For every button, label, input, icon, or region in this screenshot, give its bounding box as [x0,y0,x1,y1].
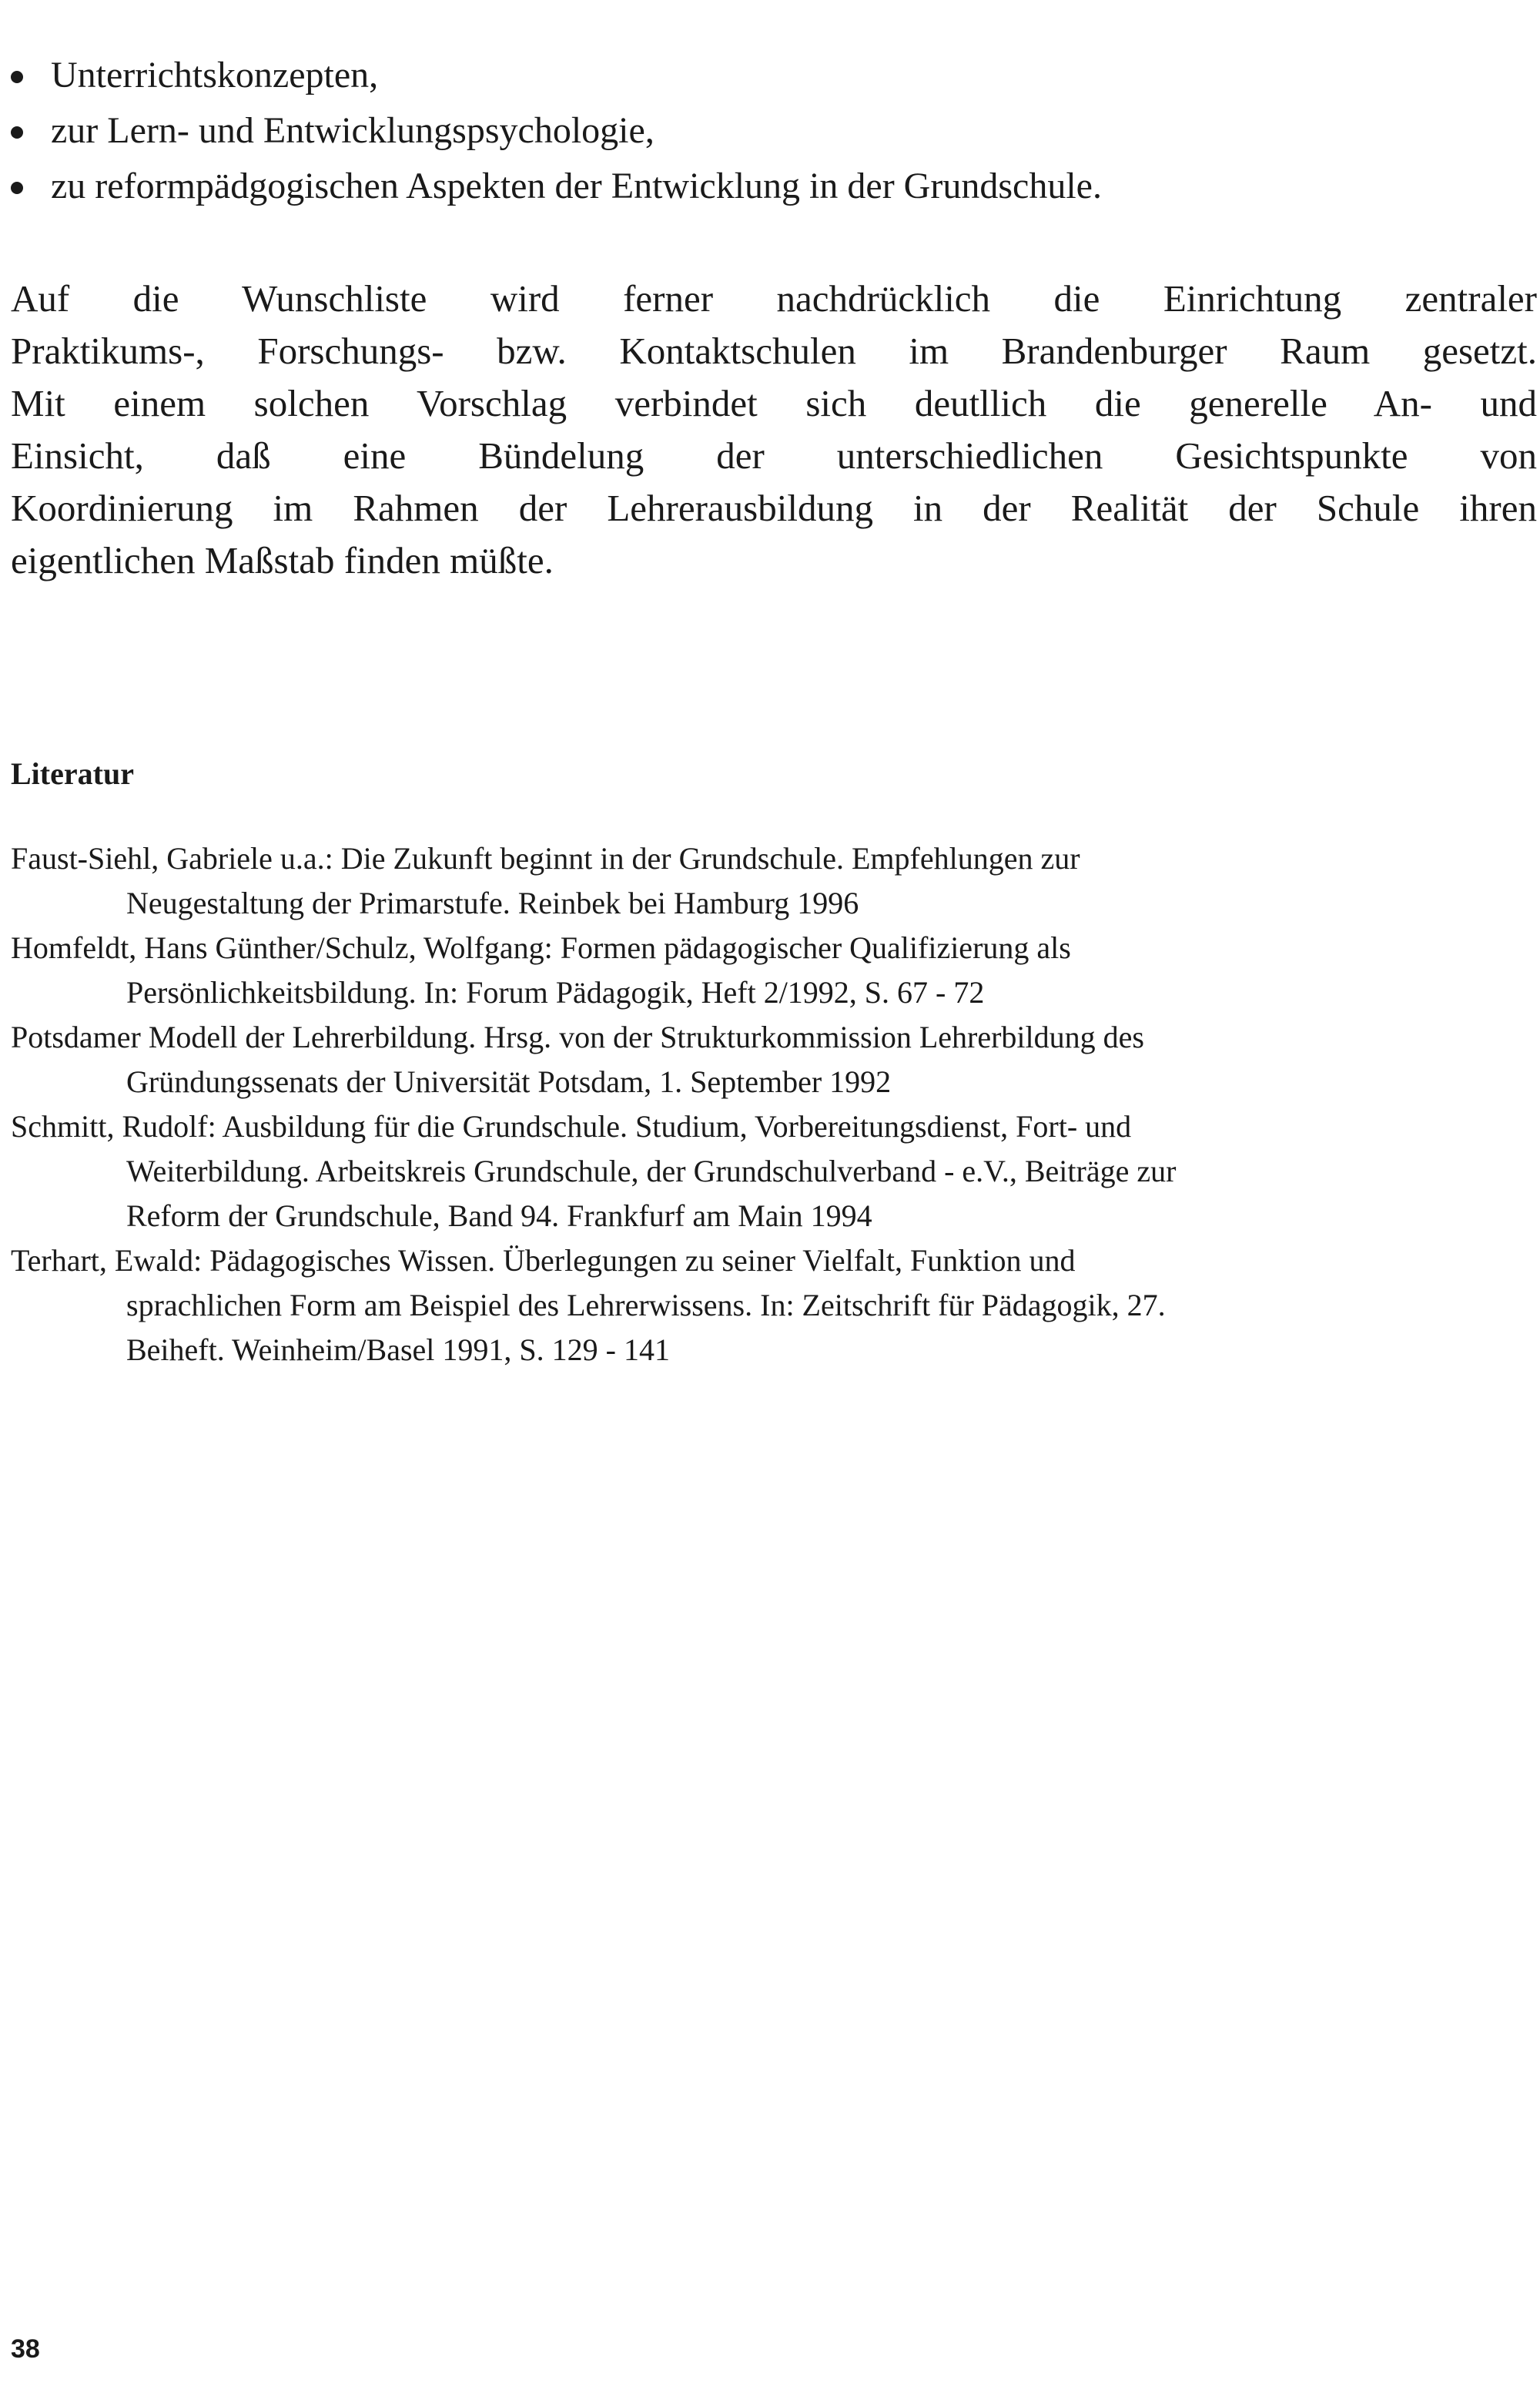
reference-entry [11,1104,1520,1238]
paragraph-line: Einsicht, daß eine Bündelung der unterschiedlichen Gesichtspunkte von [11,434,1537,477]
bullet-dot-icon [11,182,23,194]
paragraph-line: Praktikums-, Forschungs- bzw. Kontaktschulen im Brandenburger Raum gesetzt. [11,330,1537,372]
reference-line: Beiheft. Weinheim/Basel 1991, S. 129 - 141 [126,1332,670,1367]
bullet-text: zur Lern- und Entwicklungspsychologie, [51,110,654,151]
bullet-item [11,103,1520,159]
reference-line: Reform der Grundschule, Band 94. Frankfurf am Main 1994 [126,1198,872,1233]
reference-entry [11,1015,1520,1104]
bullet-item [11,48,1520,103]
reference-entry [11,1238,1520,1372]
bullet-item [11,159,1520,214]
reference-line: Faust-Siehl, Gabriele u.a.: Die Zukunft beginnt in der Grundschule. Empfehlungen zur [11,841,1080,876]
reference-line: Persönlichkeitsbildung. In: Forum Pädagogik, Heft 2/1992, S. 67 - 72 [126,975,985,1010]
page-number: 38 [11,2334,40,2364]
reference-entry [11,926,1520,1015]
body-paragraph [11,273,1537,587]
reference-line: Potsdamer Modell der Lehrerbildung. Hrsg. von der Strukturkommission Lehrerbildung des [11,1020,1144,1054]
reference-line: Terhart, Ewald: Pädagogisches Wissen. Überlegungen zu seiner Vielfalt, Funktion und [11,1243,1076,1278]
reference-line: Gründungssenats der Universität Potsdam, 1. September 1992 [126,1064,892,1099]
paragraph-line: Auf die Wunschliste wird ferner nachdrücklich die Einrichtung zentraler [11,277,1537,320]
reference-list [11,836,1520,1372]
bullet-text: zu reformpädgogischen Aspekten der Entwicklung in der Grundschule. [51,166,1102,206]
bullet-dot-icon [11,126,23,139]
paragraph-line: eigentlichen Maßstab finden müßte. [11,539,554,581]
reference-line: Weiterbildung. Arbeitskreis Grundschule, der Grundschulverband - e.V., Beiträge zur [126,1154,1177,1188]
reference-line: Neugestaltung der Primarstufe. Reinbek bei Hamburg 1996 [126,886,859,920]
bullet-list [11,48,1520,214]
reference-entry [11,836,1520,926]
paragraph-line: Mit einem solchen Vorschlag verbindet sich deutllich die generelle An- und [11,382,1537,424]
reference-line: sprachlichen Form am Beispiel des Lehrerwissens. In: Zeitschrift für Pädagogik, 27. [126,1288,1166,1322]
reference-line: Homfeldt, Hans Günther/Schulz, Wolfgang: Formen pädagogischer Qualifizierung als [11,930,1071,965]
bullet-text: Unterrichtskonzepten, [51,55,379,96]
reference-line: Schmitt, Rudolf: Ausbildung für die Grundschule. Studium, Vorbereitungsdienst, Fort- und [11,1109,1132,1144]
paragraph-line: Koordinierung im Rahmen der Lehrerausbildung in der Realität der Schule ihren [11,487,1537,529]
literature-heading: Literatur [11,756,134,791]
bullet-dot-icon [11,71,23,83]
